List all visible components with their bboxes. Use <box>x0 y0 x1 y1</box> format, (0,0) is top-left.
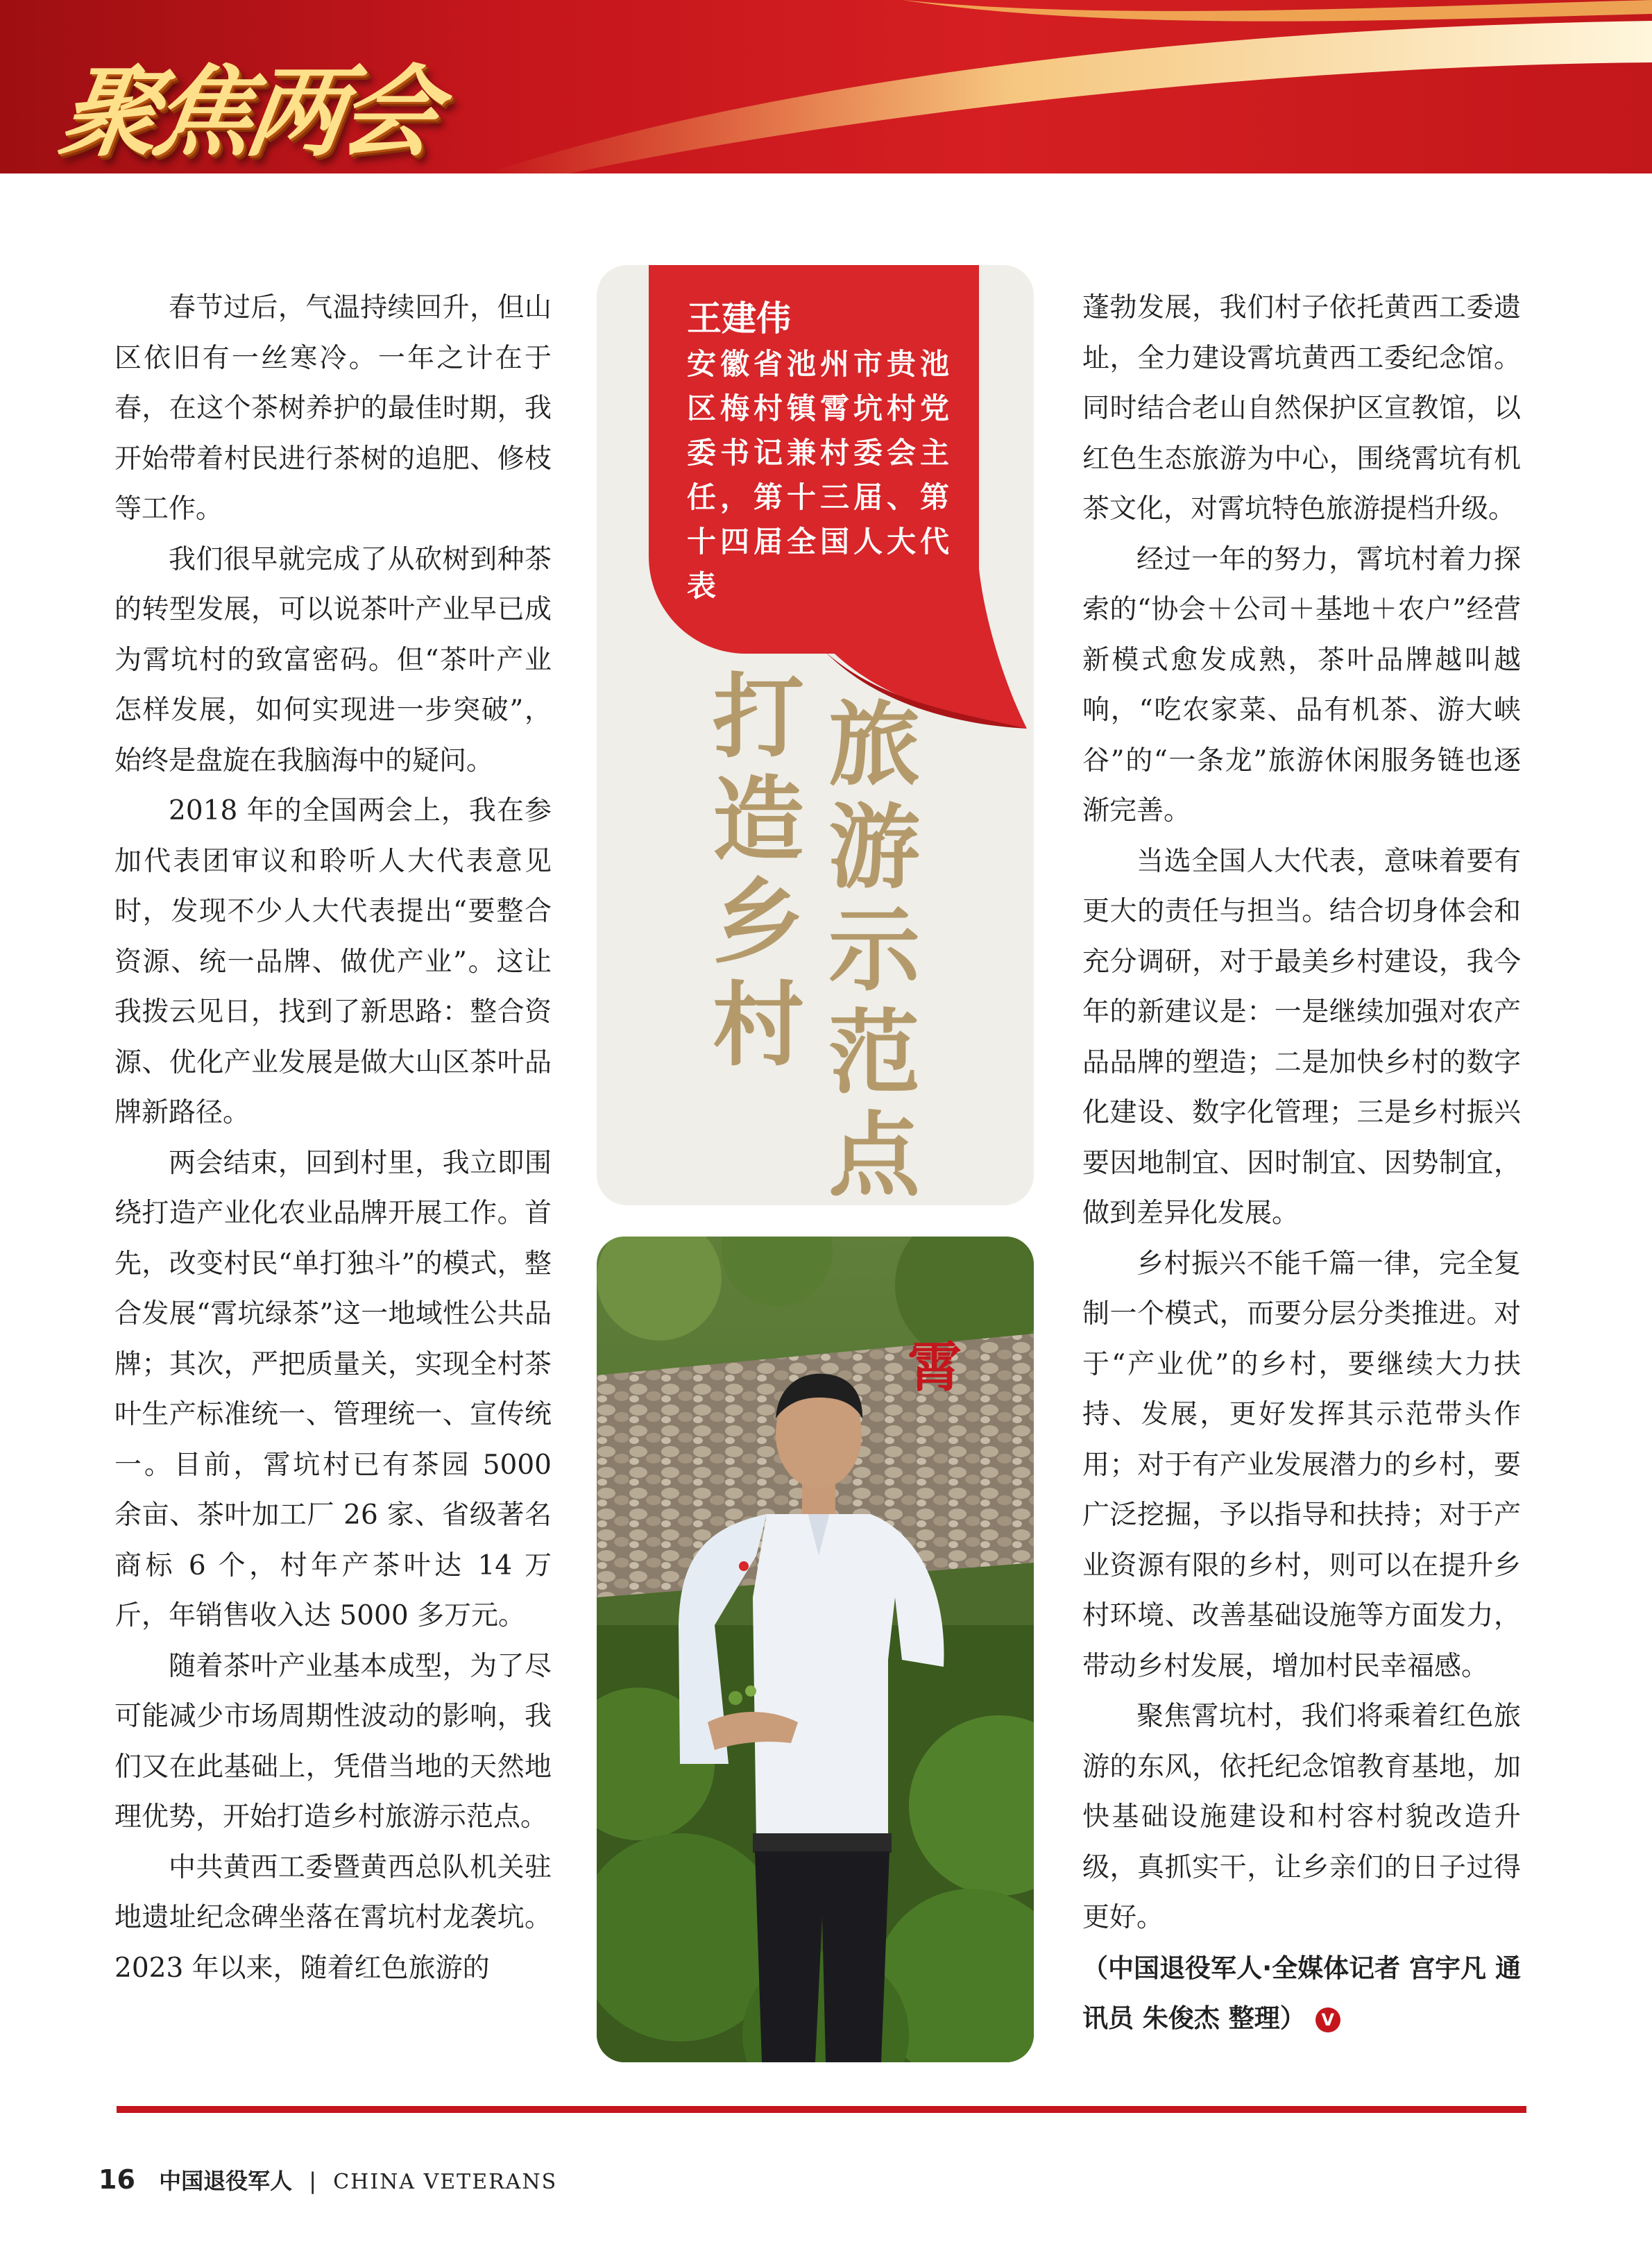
article-paragraph: 聚焦霄坑村，我们将乘着红色旅游的东风，依托纪念馆教育基地，加快基础设施建设和村容村貌改造升级，真抓实干，让乡亲们的日子过得更好。 <box>1082 1701 1521 1933</box>
article-paragraph: 中共黄西工委暨黄西总队机关驻地遗址纪念碑坐落在霄坑村龙袭坑。2023 年以来，随着红色旅游的 <box>114 1851 552 1984</box>
footer-rule <box>117 2106 1526 2113</box>
article-paragraph: 2018 年的全国两会上，我在参加代表团审议和聆听人大代表意见时，发现不少人大代表提出“要整合资源、统一品牌、做优产业”。这让我拨云见日，找到了新思路：整合资源、优化产业发展是做大山区茶叶品牌新路径。 <box>114 795 552 1128</box>
headline-line-1: 旅游示范点 <box>828 691 920 1209</box>
article-paragraph: 当选全国人大代表，意味着要有更大的责任与担当。结合切身体会和充分调研，对于最美乡村建设，我今年的新建议是：一是继续加强对农产品品牌的塑造；二是加快乡村的数字化建设、数字化管理；三是乡村振兴要因地制宜、因时制宜、因势制宜，做到差异化发展。 <box>1082 845 1521 1229</box>
page-footer <box>99 2164 557 2196</box>
article-paragraph: 我们很早就完成了从砍树到种茶的转型发展，可以说茶叶产业早已成为霄坑村的致富密码。但“茶叶产业怎样发展，如何实现进一步突破”，始终是盘旋在我脑海中的疑问。 <box>114 543 552 776</box>
profile-role: 安徽省池州市贵池区梅村镇霄坑村党委书记兼村委会主任，第十三届、第十四届全国人大代表 <box>687 347 951 603</box>
profile-name: 王建伟 <box>687 298 791 339</box>
profile-text <box>687 295 951 609</box>
header-banner <box>0 0 1652 173</box>
article-byline <box>1082 1944 1521 2044</box>
portrait-photo <box>597 1237 1034 2062</box>
headline-line-2: 打造乡村 <box>713 663 804 1079</box>
photo-illustration <box>597 1237 1034 2062</box>
photo-sign-text: 霄 <box>908 1336 962 1399</box>
footer-separator: | <box>309 2168 317 2194</box>
section-title: 聚焦两会 <box>53 56 441 170</box>
article-column-left <box>114 283 552 1994</box>
article-paragraph: 乡村振兴不能千篇一律，完全复制一个模式，而要分层分类推进。对于“产业优”的乡村，要继续大力扶持、发展，更好发挥其示范带头作用；对于有产业发展潜力的乡村，要广泛挖掘，予以指导和扶持；对于产业资源有限的乡村，则可以在提升乡村环境、改善基础设施等方面发力，带动乡村发展，增加村民幸福感。 <box>1082 1248 1521 1682</box>
article-paragraph: 随着茶叶产业基本成型，为了尽可能减少市场周期性波动的影响，我们又在此基础上，凭借当地的天然地理优势，开始打造乡村旅游示范点。 <box>114 1650 552 1833</box>
end-mark-icon: V <box>1315 2007 1340 2032</box>
magazine-name-cn: 中国退役军人 <box>159 2168 293 2194</box>
article-paragraph: 春节过后，气温持续回升，但山区依旧有一丝寒冷。一年之计在于春，在这个茶树养护的最佳时期，我开始带着村民进行茶树的追肥、修枝等工作。 <box>114 292 552 525</box>
article-paragraph-continued: 蓬勃发展，我们村子依托黄西工委遗址，全力建设霄坑黄西工委纪念馆。同时结合老山自然保护区宣教馆，以红色生态旅游为中心，围绕霄坑有机茶文化，对霄坑特色旅游提档升级。 <box>1082 292 1521 525</box>
page-number: 16 <box>99 2164 135 2195</box>
article-column-right <box>1082 283 1521 2044</box>
article-paragraph: 经过一年的努力，霄坑村着力探索的“协会＋公司＋基地＋农户”经营新模式愈发成熟，茶叶品牌越叫越响，“吃农家菜、品有机茶、游大峡谷”的“一条龙”旅游休闲服务链也逐渐完善。 <box>1082 543 1521 826</box>
article-paragraph: 两会结束，回到村里，我立即围绕打造产业化农业品牌开展工作。首先，改变村民“单打独斗”的模式，整合发展“霄坑绿茶”这一地域性公共品牌；其次，严把质量关，实现全村茶叶生产标准统一、管理统一、宣传统一。目前，霄坑村已有茶园 5000 余亩、茶叶加工厂 26 家、省级著名商标 6 个，村年产茶叶达 14 万斤，年销售收入达 5000 多万元。 <box>114 1147 552 1631</box>
byline-text: （中国退役军人·全媒体记者 宫宇凡 通讯员 朱俊杰 整理） <box>1082 1953 1521 2033</box>
magazine-name-en: CHINA VETERANS <box>333 2170 558 2194</box>
